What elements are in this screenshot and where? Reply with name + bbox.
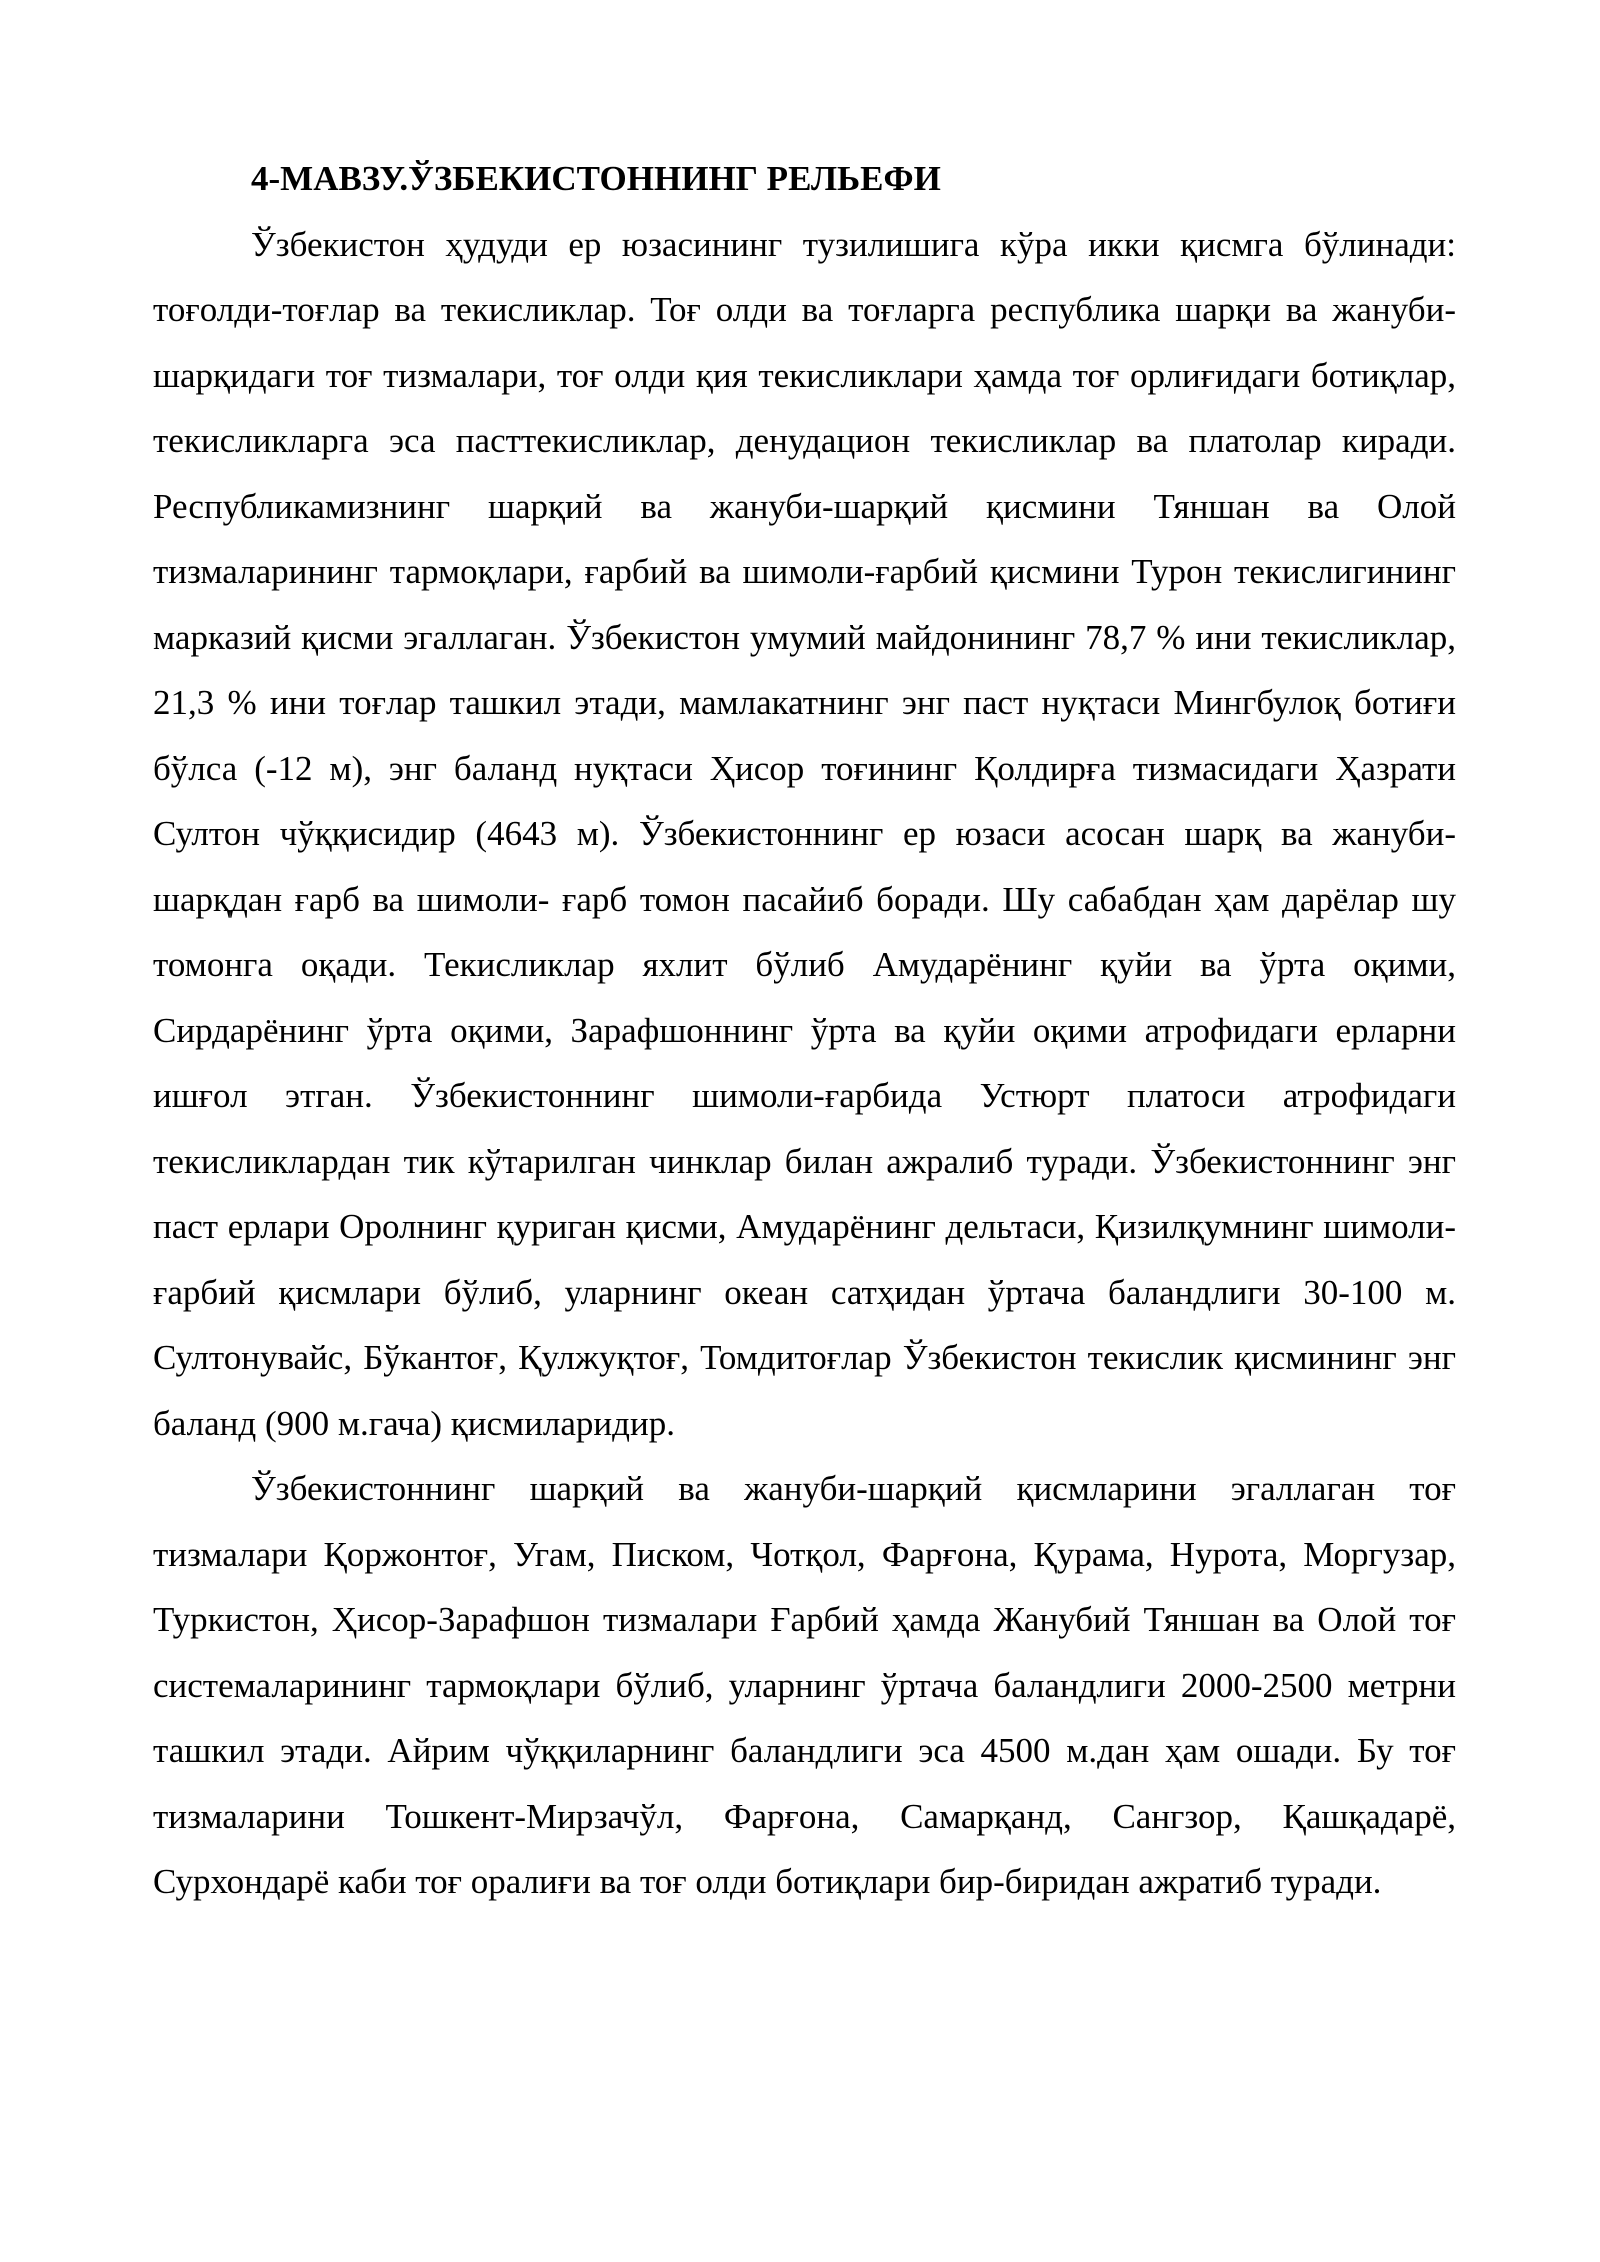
document-title: 4-МАВЗУ.ЎЗБЕКИСТОННИНГ РЕЛЬЕФИ	[251, 159, 941, 198]
paragraph-mountain-ranges: Ўзбекистоннинг шарқий ва жануби-шарқий қисмларини эгаллаган тоғ тизмалари Қоржонтоғ, Угам, Писком, Чотқол, Фарғона, Қурама, Нурота, Моргузар, Туркистон, Ҳисор-Зарафшон тизмалари Ғарбий ҳамда Жанубий Тяншан ва Олой тоғ системаларининг тармоқлари бўлиб, уларнинг ўртача баландлиги 2000-2500 метрни ташкил этади. Айрим чўққиларнинг баландлиги эса 4500 м.дан ҳам ошади. Бу тоғ тизмаларини Тошкент-Мирзачўл, Фарғона, Самарқанд, Сангзор, Қашқадарё, Сурхондарё каби тоғ оралиғи ва тоғ олди ботиқлари бир-биридан ажратиб туради.	[153, 1469, 1456, 1901]
paragraph-plains-and-mountains: Ўзбекистон ҳудуди ер юзасининг тузилишига кўра икки қисмга бўлинади: тоғолди-тоғлар ва текисликлар. Тоғ олди ва тоғларга республика шарқи ва жануби-шарқидаги тоғ тизмалари, тоғ олди қия текисликлари ҳамда тоғ орлиғидаги ботиқлар, текисликларга эса пасттекисликлар, денудацион текисликлар ва платолар киради. Республикамизнинг шарқий ва жануби-шарқий қисмини Тяншан ва Олой тизмаларининг тармоқлари, ғарбий ва шимоли-ғарбий қисмини Турон текислигининг марказий қисми эгаллаган. Ўзбекистон умумий майдонининг 78,7 % ини текисликлар, 21,3 % ини тоғлар ташкил этади, мамлакатнинг энг паст нуқтаси Мингбулоқ ботиғи бўлса (-12 м), энг баланд нуқтаси Ҳисор тоғининг Қолдирға тизмасидаги Ҳазрати Султон чўққисидир (4643 м). Ўзбекистоннинг ер юзаси асосан шарқ ва жануби-шарқдан ғарб ва шимоли- ғарб томон пасайиб боради. Шу сабабдан ҳам дарёлар шу томонга оқади. Текисликлар яхлит бўлиб Амударёнинг қуйи ва ўрта оқими, Сирдарёнинг ўрта оқими, Зарафшоннинг ўрта ва қуйи оқими атрофидаги ерларни ишғол этган. Ўзбекистоннинг шимоли-ғарбида Устюрт платоси атрофидаги текисликлардан тик кўтарилган чинклар билан ажралиб туради. Ўзбекистоннинг энг паст ерлари Оролнинг қуриган қисми, Амударёнинг дельтаси, Қизилқумнинг шимоли-ғарбий қисмлари бўлиб, уларнинг океан сатҳидан ўртача баландлиги 30-100 м. Султонувайс, Бўкантоғ, Қулжуқтоғ, Томдитоғлар Ўзбекистон текислик қисмининг энг баланд (900 м.гача) қисмиларидир.	[153, 224, 1456, 1443]
document-body	[153, 146, 1456, 1915]
